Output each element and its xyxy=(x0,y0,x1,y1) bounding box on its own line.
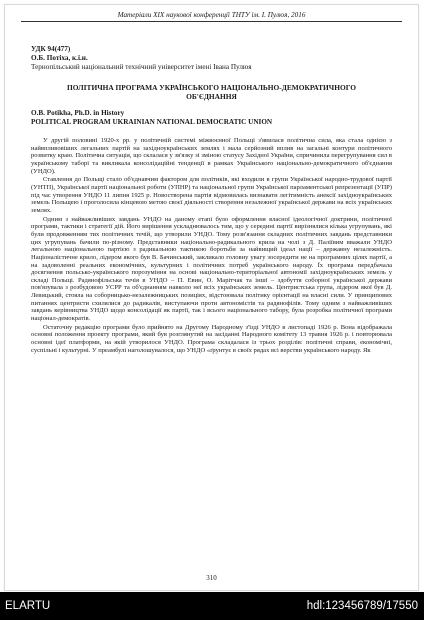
paragraph: Ставлення до Польщі стало об'єднавчим фактором для політиків, які входили в групи Української народно-трудової партії (УНТП), Української партії національної роботи (УПНР) та національної групи Української парламентської репрезентації (УПР) під час утворення УНДО 11 липня 1925 р. Новостворена партія відмовилась визнавати легітимність анексії західноукраїнських земель Польщею і проголосила кінцевою метою своєї діяльності створення незалежної української держави на всіх українських землях. xyxy=(31,176,392,214)
page-number: 310 xyxy=(206,574,217,582)
repository-footer xyxy=(0,592,424,620)
udk-code: УДК 94(477) xyxy=(31,45,71,53)
handle-id: hdl:123456789/17550 xyxy=(306,600,418,612)
paragraph: Одним з найважливіших завдань УНДО на даному етапі було оформлення власної ідеологічної доктрини, політичної програми, тактики і стратегії дій. Його вирішення ускладнювалось тим, що у середині партії вирізнялися кілька угрупувань, які були продовженням тих політичних течій, що утворили УНДО. Тому розв'язання складних політичних завдань представники цих угрупувань бачили по-різному. Представники національно-радикального крила на чолі з Д. Паліївим вважали УНДО легальною національною партією з радикальною тактикою боротьби за найвищий ідеал нації – державну незалежність. Націоналістичне крило, лідером якого був В. Бачинський, закликало головну увагу зосередити не на програмних цілях партії, а на задоволенні реальних економічних, культурних і політичних потреб українського народу. Їх програма передбачала досягнення польсько-українського порозуміння на основі національно-територіальної автономії західноукраїнських земель у складі Польщі. Радянофільська течія в УНДО – П. Евин, О. Марітчак та інші – здобуття соборної української держави пов'язувала з розбудовою УСРР та об'єднанням навколо неї всіх українських земель. Центристська група, лідером якої був Д. Левицький, стояла на соборницько-незалежницьких позиціях, відстоювала політику орієнтації на власні сили. У принципових питаннях центристи схилялися до радикалів, виступаючи проти автономістів та радянофілів. Тому одним з найважливіших завдань керівництва УНДО щодо консолідації як партії, так і всього національного табору, була розробка політичної програми націонал-демократів. xyxy=(31,215,392,323)
paragraph: У другій половині 1920-х рр. у політичній системі міжвоєнної Польщі з'явилася політична сила, яка стала однією з найвпливовіших легальних партій на західноукраїнських землях і мала серйозний вплив на загальні контури політичного розвитку краю. Політична ситуація, що склалася у зв'язку зі зміною статусу Західної України, спричинила перегрупування сил в українському таборі та викликала консолідаційні тенденції в рамках Українського національно-демократичного об'єднання (УНДО). xyxy=(31,137,392,175)
article-body xyxy=(31,137,392,355)
header-rule xyxy=(21,21,402,22)
running-header: Матеріали ХІХ наукової конференції ТНТУ ім. І. Пулюя, 2016 xyxy=(117,11,306,19)
title-ua: ПОЛІТИЧНА ПРОГРАМА УКРАЇНСЬКОГО НАЦІОНАЛЬНО-ДЕМОКРАТИЧНОГО ОБ'ЄДНАННЯ xyxy=(67,83,356,101)
paragraph: Остаточну редакцію програми було прийнято на Другому Народному з'їзді УНДО в листопаді 1926 р. Вона відображала основні положення проекту програми, який був розглянутий на засіданні Народного комітету 13 травня 1926 р. і повторювала основні ідеї платформи, на якій утворилося УНДО. Програма складалася із трьох розділів: політичні справи, економічні, суспільні і культурні. У преамбулі наголошувалося, що УНДО «ґрунтує в своїх рядах всі верстви українського народу. Як xyxy=(31,323,392,354)
author-ua: О.Б. Потіха, к.і.н. xyxy=(31,54,88,62)
institution: Тернопільський національний технічний університет імені Івана Пулюя xyxy=(31,63,252,71)
document-page xyxy=(4,4,419,591)
title-en: POLITICAL PROGRAM UKRAINIAN NATIONAL DEMOCRATIC UNION xyxy=(31,118,273,126)
author-en: O.B. Potikha, Ph.D. in History xyxy=(31,109,125,117)
repository-name: ELARTU xyxy=(5,600,51,612)
